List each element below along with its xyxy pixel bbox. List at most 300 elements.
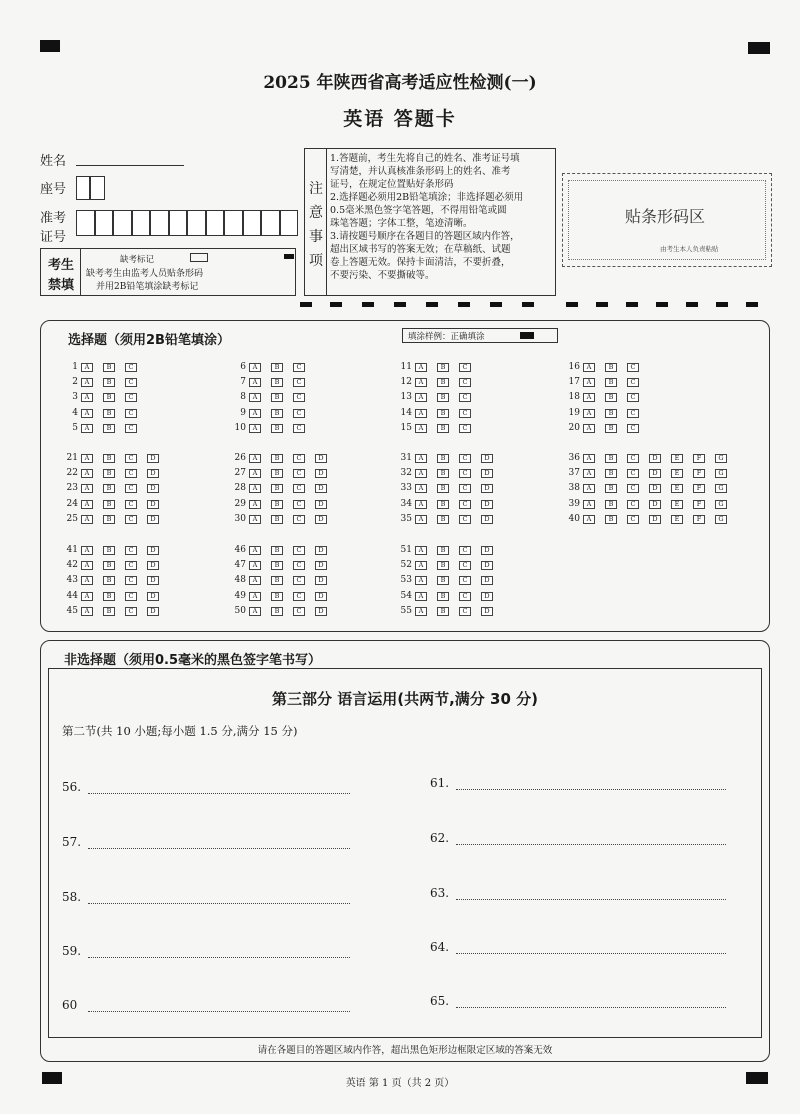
notes-list — [330, 152, 554, 282]
answer-bubble-a[interactable]: A — [415, 561, 427, 570]
timing-dash — [300, 302, 312, 307]
answer-bubble-b[interactable]: B — [271, 515, 283, 524]
answer-bubble-a[interactable]: A — [415, 454, 427, 463]
question-number: 45 — [66, 605, 78, 616]
answer-bubble-d[interactable]: D — [147, 576, 159, 585]
answer-bubble-a[interactable]: A — [249, 592, 261, 601]
answer-bubble-b[interactable]: B — [437, 484, 449, 493]
answer-bubble-b[interactable]: B — [103, 576, 115, 585]
answer-bubble-e[interactable]: E — [671, 515, 683, 524]
answer-bubble-c[interactable]: C — [459, 363, 471, 372]
answer-bubble-d[interactable]: D — [315, 500, 327, 509]
question-number: 38 — [568, 483, 580, 494]
answer-bubble-b[interactable]: B — [271, 484, 283, 493]
answer-bubble-f[interactable]: F — [693, 454, 705, 463]
answer-bubble-d[interactable]: D — [649, 515, 661, 524]
answer-bubble-g[interactable]: G — [715, 469, 727, 478]
question-row — [64, 514, 169, 525]
question-number: 32 — [400, 468, 412, 479]
answer-bubble-a[interactable]: A — [415, 363, 427, 372]
card-title: 英语 答题卡 — [343, 108, 457, 130]
answer-bubble-d[interactable]: D — [147, 592, 159, 601]
answer-bubble-g[interactable]: G — [715, 515, 727, 524]
answer-bubble-c[interactable]: C — [293, 576, 305, 585]
question-number: 10 — [234, 422, 246, 433]
answer-bubble-d[interactable]: D — [649, 500, 661, 509]
answer-bubble-a[interactable]: A — [583, 393, 595, 402]
answer-bubble-a[interactable]: A — [583, 424, 595, 433]
answer-bubble-b[interactable]: B — [103, 393, 115, 402]
notes-side-char: 项 — [309, 253, 323, 269]
answer-bubble-a[interactable]: A — [249, 546, 261, 555]
answer-bubble-a[interactable]: A — [81, 393, 93, 402]
answer-bubble-d[interactable]: D — [147, 515, 159, 524]
answer-bubble-d[interactable]: D — [315, 484, 327, 493]
answer-bubble-b[interactable]: B — [271, 378, 283, 387]
answer-bubble-a[interactable]: A — [81, 424, 93, 433]
answer-bubble-c[interactable]: C — [125, 546, 137, 555]
answer-bubble-c[interactable]: C — [627, 500, 639, 509]
answer-line[interactable] — [456, 996, 726, 1008]
timing-dash — [596, 302, 608, 307]
absent-note-2: 并用2B铅笔填涂缺考标记 — [96, 282, 199, 292]
answer-bubble-a[interactable]: A — [415, 424, 427, 433]
answer-bubble-d[interactable]: D — [315, 469, 327, 478]
answer-bubble-c[interactable]: C — [293, 546, 305, 555]
answer-bubble-g[interactable]: G — [715, 484, 727, 493]
answer-bubble-c[interactable]: C — [125, 378, 137, 387]
question-number: 57. — [62, 835, 82, 849]
answer-bubble-b[interactable]: B — [437, 469, 449, 478]
absent-mark-bubble[interactable] — [190, 253, 208, 262]
answer-bubble-b[interactable]: B — [437, 409, 449, 418]
choice-title: 选择题（须用2B铅笔填涂） — [68, 333, 230, 348]
answer-bubble-c[interactable]: C — [459, 393, 471, 402]
question-number: 17 — [568, 377, 580, 388]
answer-bubble-a[interactable]: A — [249, 469, 261, 478]
answer-bubble-a[interactable]: A — [415, 546, 427, 555]
answer-bubble-b[interactable]: B — [437, 607, 449, 616]
answer-bubble-c[interactable]: C — [627, 515, 639, 524]
answer-bubble-a[interactable]: A — [415, 469, 427, 478]
answer-bubble-a[interactable]: A — [249, 607, 261, 616]
note-line: 不要污染、不要撕破等。 — [330, 270, 435, 281]
question-number: 11 — [400, 362, 412, 372]
answer-bubble-b[interactable]: B — [271, 607, 283, 616]
question-row — [64, 453, 169, 464]
answer-line[interactable] — [456, 888, 726, 900]
answer-bubble-d[interactable]: D — [315, 546, 327, 555]
answer-bubble-b[interactable]: B — [103, 378, 115, 387]
answer-bubble-a[interactable]: A — [415, 515, 427, 524]
answer-bubble-c[interactable]: C — [459, 409, 471, 418]
question-number: 41 — [66, 545, 78, 555]
question-number: 65. — [430, 994, 450, 1008]
question-row — [398, 392, 481, 403]
answer-bubble-a[interactable]: A — [415, 592, 427, 601]
answer-bubble-d[interactable]: D — [481, 576, 493, 585]
question-row — [398, 483, 503, 494]
timing-dash — [746, 302, 758, 307]
answer-line[interactable] — [88, 782, 350, 794]
answer-bubble-b[interactable]: B — [103, 607, 115, 616]
answer-bubble-a[interactable]: A — [415, 393, 427, 402]
timing-dash — [656, 302, 668, 307]
answer-bubble-c[interactable]: C — [459, 454, 471, 463]
question-row — [64, 392, 147, 403]
answer-bubble-d[interactable]: D — [147, 469, 159, 478]
answer-bubble-d[interactable]: D — [481, 515, 493, 524]
timing-dash — [566, 302, 578, 307]
answer-bubble-b[interactable]: B — [437, 424, 449, 433]
notes-side-char: 事 — [309, 229, 323, 245]
answer-bubble-a[interactable]: A — [81, 409, 93, 418]
answer-bubble-c[interactable]: C — [293, 500, 305, 509]
note-line: 0.5毫米黑色签字笔答题，不得用铅笔或圆 — [330, 205, 507, 216]
answer-bubble-d[interactable]: D — [315, 515, 327, 524]
answer-bubble-a[interactable]: A — [583, 378, 595, 387]
answer-bubble-c[interactable]: C — [125, 515, 137, 524]
question-number: 14 — [400, 407, 412, 418]
answer-bubble-c[interactable]: C — [627, 424, 639, 433]
answer-bubble-a[interactable]: A — [249, 500, 261, 509]
answer-bubble-a[interactable]: A — [81, 500, 93, 509]
answer-bubble-c[interactable]: C — [293, 469, 305, 478]
question-row — [398, 377, 481, 388]
question-row — [232, 606, 337, 617]
answer-bubble-c[interactable]: C — [293, 454, 305, 463]
answer-bubble-b[interactable]: B — [437, 454, 449, 463]
answer-bubble-a[interactable]: A — [415, 484, 427, 493]
answer-bubble-c[interactable]: C — [125, 500, 137, 509]
answer-bubble-b[interactable]: B — [103, 484, 115, 493]
answer-bubble-d[interactable]: D — [147, 500, 159, 509]
answer-bubble-c[interactable]: C — [627, 409, 639, 418]
timing-dash — [362, 302, 374, 307]
answer-bubble-b[interactable]: B — [437, 393, 449, 402]
answer-bubble-a[interactable]: A — [81, 378, 93, 387]
answer-bubble-c[interactable]: C — [125, 424, 137, 433]
answer-bubble-a[interactable]: A — [415, 409, 427, 418]
timing-dash — [522, 302, 534, 307]
answer-bubble-c[interactable]: C — [125, 454, 137, 463]
question-number: 27 — [234, 468, 246, 479]
answer-bubble-d[interactable]: D — [315, 576, 327, 585]
answer-bubble-a[interactable]: A — [249, 454, 261, 463]
question-number: 61. — [430, 776, 450, 790]
answer-bubble-a[interactable]: A — [249, 393, 261, 402]
answer-bubble-b[interactable]: B — [437, 576, 449, 585]
answer-bubble-c[interactable]: C — [293, 607, 305, 616]
question-number: 36 — [568, 453, 580, 463]
id-digit-box[interactable] — [243, 210, 262, 236]
name-field[interactable] — [76, 150, 184, 166]
answer-bubble-d[interactable]: D — [147, 561, 159, 570]
answer-bubble-e[interactable]: E — [671, 454, 683, 463]
answer-bubble-d[interactable]: D — [481, 561, 493, 570]
question-number: 37 — [568, 468, 580, 479]
answer-bubble-a[interactable]: A — [583, 363, 595, 372]
answer-bubble-e[interactable]: E — [671, 500, 683, 509]
answer-bubble-b[interactable]: B — [437, 561, 449, 570]
answer-bubble-c[interactable]: C — [293, 424, 305, 433]
answer-bubble-f[interactable]: F — [693, 515, 705, 524]
question-number: 56. — [62, 780, 82, 794]
answer-bubble-e[interactable]: E — [671, 484, 683, 493]
answer-bubble-d[interactable]: D — [649, 454, 661, 463]
id-digit-box[interactable] — [206, 210, 225, 236]
answer-bubble-c[interactable]: C — [293, 515, 305, 524]
answer-bubble-c[interactable]: C — [293, 363, 305, 372]
answer-bubble-b[interactable]: B — [605, 424, 617, 433]
answer-bubble-b[interactable]: B — [605, 515, 617, 524]
answer-bubble-a[interactable]: A — [249, 363, 261, 372]
question-row — [398, 545, 503, 556]
timing-dash — [330, 302, 342, 307]
answer-bubble-a[interactable]: A — [415, 607, 427, 616]
answer-bubble-a[interactable]: A — [81, 454, 93, 463]
question-number: 12 — [400, 377, 412, 388]
answer-bubble-d[interactable]: D — [315, 454, 327, 463]
seat-digit-2[interactable] — [90, 176, 105, 200]
answer-bubble-a[interactable]: A — [583, 454, 595, 463]
answer-bubble-a[interactable]: A — [249, 484, 261, 493]
answer-bubble-d[interactable]: D — [315, 607, 327, 616]
id-digit-box[interactable] — [187, 210, 206, 236]
answer-bubble-a[interactable]: A — [583, 500, 595, 509]
answer-bubble-c[interactable]: C — [459, 561, 471, 570]
answer-bubble-a[interactable]: A — [415, 576, 427, 585]
answer-bubble-c[interactable]: C — [293, 393, 305, 402]
answer-bubble-d[interactable]: D — [481, 454, 493, 463]
answer-bubble-d[interactable]: D — [481, 469, 493, 478]
answer-bubble-c[interactable]: C — [627, 469, 639, 478]
answer-bubble-b[interactable]: B — [271, 409, 283, 418]
question-row — [232, 499, 337, 510]
answer-bubble-b[interactable]: B — [437, 363, 449, 372]
answer-bubble-c[interactable]: C — [459, 515, 471, 524]
question-row — [566, 499, 737, 510]
answer-bubble-a[interactable]: A — [81, 515, 93, 524]
id-digit-box[interactable] — [113, 210, 132, 236]
answer-bubble-b[interactable]: B — [103, 469, 115, 478]
question-row — [566, 514, 737, 525]
answer-bubble-a[interactable]: A — [81, 592, 93, 601]
answer-bubble-c[interactable]: C — [459, 424, 471, 433]
question-number: 2 — [72, 377, 78, 388]
question-number: 63. — [430, 886, 450, 900]
answer-bubble-d[interactable]: D — [481, 484, 493, 493]
answer-bubble-b[interactable]: B — [271, 561, 283, 570]
answer-line[interactable] — [88, 946, 350, 958]
answer-bubble-c[interactable]: C — [293, 378, 305, 387]
answer-line[interactable] — [456, 778, 726, 790]
answer-bubble-c[interactable]: C — [459, 500, 471, 509]
answer-bubble-d[interactable]: D — [649, 484, 661, 493]
answer-bubble-c[interactable]: C — [125, 469, 137, 478]
timing-dash — [686, 302, 698, 307]
answer-bubble-b[interactable]: B — [437, 378, 449, 387]
seat-digit-1[interactable] — [76, 176, 90, 200]
answer-bubble-d[interactable]: D — [147, 546, 159, 555]
answer-bubble-a[interactable]: A — [81, 607, 93, 616]
answer-bubble-a[interactable]: A — [249, 576, 261, 585]
answer-bubble-b[interactable]: B — [605, 500, 617, 509]
id-digit-box[interactable] — [261, 210, 280, 236]
answer-bubble-a[interactable]: A — [415, 500, 427, 509]
answer-bubble-a[interactable]: A — [249, 561, 261, 570]
answer-bubble-b[interactable]: B — [605, 469, 617, 478]
answer-bubble-c[interactable]: C — [459, 607, 471, 616]
question-number: 51 — [400, 545, 412, 555]
note-line: 超出区域书写的答案无效；在草稿纸、试题 — [330, 244, 511, 255]
answer-bubble-d[interactable]: D — [147, 454, 159, 463]
answer-bubble-g[interactable]: G — [715, 500, 727, 509]
answer-bubble-a[interactable]: A — [583, 469, 595, 478]
answer-bubble-b[interactable]: B — [103, 409, 115, 418]
answer-bubble-f[interactable]: F — [693, 469, 705, 478]
answer-bubble-b[interactable]: B — [103, 454, 115, 463]
id-digit-box[interactable] — [280, 210, 299, 236]
id-digit-box[interactable] — [76, 210, 95, 236]
answer-bubble-b[interactable]: B — [271, 546, 283, 555]
answer-line[interactable] — [456, 942, 726, 954]
answer-bubble-c[interactable]: C — [125, 409, 137, 418]
answer-bubble-c[interactable]: C — [459, 484, 471, 493]
answer-bubble-b[interactable]: B — [103, 500, 115, 509]
id-label-2: 证号 — [40, 230, 67, 245]
answer-bubble-b[interactable]: B — [271, 424, 283, 433]
answer-bubble-b[interactable]: B — [271, 393, 283, 402]
answer-bubble-a[interactable]: A — [583, 484, 595, 493]
answer-bubble-a[interactable]: A — [249, 515, 261, 524]
answer-bubble-b[interactable]: B — [103, 546, 115, 555]
answer-bubble-d[interactable]: D — [481, 546, 493, 555]
nonchoice-title: 非选择题（须用0.5毫米的黑色签字笔书写） — [64, 653, 322, 668]
answer-bubble-c[interactable]: C — [459, 576, 471, 585]
question-number: 26 — [234, 453, 246, 463]
answer-line[interactable] — [88, 837, 350, 849]
question-row — [64, 499, 169, 510]
answer-bubble-c[interactable]: C — [459, 469, 471, 478]
answer-bubble-a[interactable]: A — [81, 546, 93, 555]
answer-bubble-b[interactable]: B — [605, 363, 617, 372]
question-row — [64, 483, 169, 494]
answer-bubble-c[interactable]: C — [125, 363, 137, 372]
answer-bubble-b[interactable]: B — [271, 500, 283, 509]
answer-bubble-c[interactable]: C — [459, 378, 471, 387]
answer-bubble-b[interactable]: B — [103, 561, 115, 570]
answer-bubble-a[interactable]: A — [81, 561, 93, 570]
answer-bubble-a[interactable]: A — [81, 484, 93, 493]
answer-bubble-d[interactable]: D — [147, 607, 159, 616]
answer-bubble-c[interactable]: C — [627, 484, 639, 493]
answer-bubble-c[interactable]: C — [125, 561, 137, 570]
answer-bubble-a[interactable]: A — [583, 515, 595, 524]
answer-bubble-c[interactable]: C — [293, 484, 305, 493]
answer-bubble-d[interactable]: D — [649, 469, 661, 478]
answer-line[interactable] — [456, 833, 726, 845]
answer-bubble-b[interactable]: B — [437, 592, 449, 601]
answer-bubble-b[interactable]: B — [271, 454, 283, 463]
answer-bubble-d[interactable]: D — [315, 592, 327, 601]
answer-bubble-c[interactable]: C — [627, 363, 639, 372]
answer-bubble-c[interactable]: C — [125, 393, 137, 402]
answer-bubble-a[interactable]: A — [583, 409, 595, 418]
answer-bubble-b[interactable]: B — [605, 484, 617, 493]
answer-bubble-b[interactable]: B — [437, 500, 449, 509]
answer-bubble-b[interactable]: B — [437, 546, 449, 555]
answer-bubble-d[interactable]: D — [481, 607, 493, 616]
answer-bubble-b[interactable]: B — [103, 515, 115, 524]
answer-bubble-b[interactable]: B — [271, 363, 283, 372]
answer-bubble-a[interactable]: A — [81, 576, 93, 585]
answer-bubble-b[interactable]: B — [103, 363, 115, 372]
answer-bubble-a[interactable]: A — [415, 378, 427, 387]
answer-bubble-b[interactable]: B — [103, 424, 115, 433]
answer-bubble-f[interactable]: F — [693, 500, 705, 509]
answer-bubble-c[interactable]: C — [459, 592, 471, 601]
answer-bubble-c[interactable]: C — [293, 592, 305, 601]
answer-bubble-d[interactable]: D — [481, 500, 493, 509]
answer-bubble-d[interactable]: D — [147, 484, 159, 493]
answer-bubble-a[interactable]: A — [81, 469, 93, 478]
answer-bubble-b[interactable]: B — [437, 515, 449, 524]
note-line: 珠笔答题；字体工整，笔迹清晰。 — [330, 218, 473, 229]
answer-bubble-d[interactable]: D — [481, 592, 493, 601]
question-row — [232, 423, 315, 434]
ban-label-1: 考生 — [48, 258, 75, 273]
answer-bubble-a[interactable]: A — [249, 378, 261, 387]
answer-bubble-c[interactable]: C — [627, 393, 639, 402]
answer-bubble-a[interactable]: A — [249, 424, 261, 433]
answer-bubble-g[interactable]: G — [715, 454, 727, 463]
answer-bubble-e[interactable]: E — [671, 469, 683, 478]
answer-bubble-b[interactable]: B — [605, 378, 617, 387]
answer-bubble-c[interactable]: C — [459, 546, 471, 555]
answer-bubble-f[interactable]: F — [693, 484, 705, 493]
answer-bubble-c[interactable]: C — [627, 378, 639, 387]
answer-bubble-b[interactable]: B — [271, 576, 283, 585]
answer-bubble-b[interactable]: B — [103, 592, 115, 601]
id-digit-box[interactable] — [169, 210, 188, 236]
answer-line[interactable] — [88, 1000, 350, 1012]
question-number: 15 — [400, 422, 412, 433]
answer-bubble-c[interactable]: C — [125, 592, 137, 601]
answer-bubble-b[interactable]: B — [605, 409, 617, 418]
answer-bubble-d[interactable]: D — [315, 561, 327, 570]
answer-bubble-c[interactable]: C — [293, 409, 305, 418]
answer-bubble-b[interactable]: B — [605, 454, 617, 463]
answer-bubble-c[interactable]: C — [627, 454, 639, 463]
answer-line[interactable] — [88, 892, 350, 904]
answer-bubble-a[interactable]: A — [81, 363, 93, 372]
answer-bubble-c[interactable]: C — [125, 576, 137, 585]
answer-bubble-b[interactable]: B — [271, 469, 283, 478]
id-digit-box[interactable] — [224, 210, 243, 236]
id-digit-box[interactable] — [150, 210, 169, 236]
answer-bubble-c[interactable]: C — [293, 561, 305, 570]
answer-bubble-b[interactable]: B — [271, 592, 283, 601]
answer-bubble-a[interactable]: A — [249, 409, 261, 418]
id-digit-box[interactable] — [95, 210, 114, 236]
answer-bubble-c[interactable]: C — [125, 484, 137, 493]
question-number: 34 — [400, 498, 412, 509]
question-number: 4 — [72, 407, 78, 418]
answer-bubble-c[interactable]: C — [125, 607, 137, 616]
answer-bubble-b[interactable]: B — [605, 393, 617, 402]
id-digit-box[interactable] — [132, 210, 151, 236]
